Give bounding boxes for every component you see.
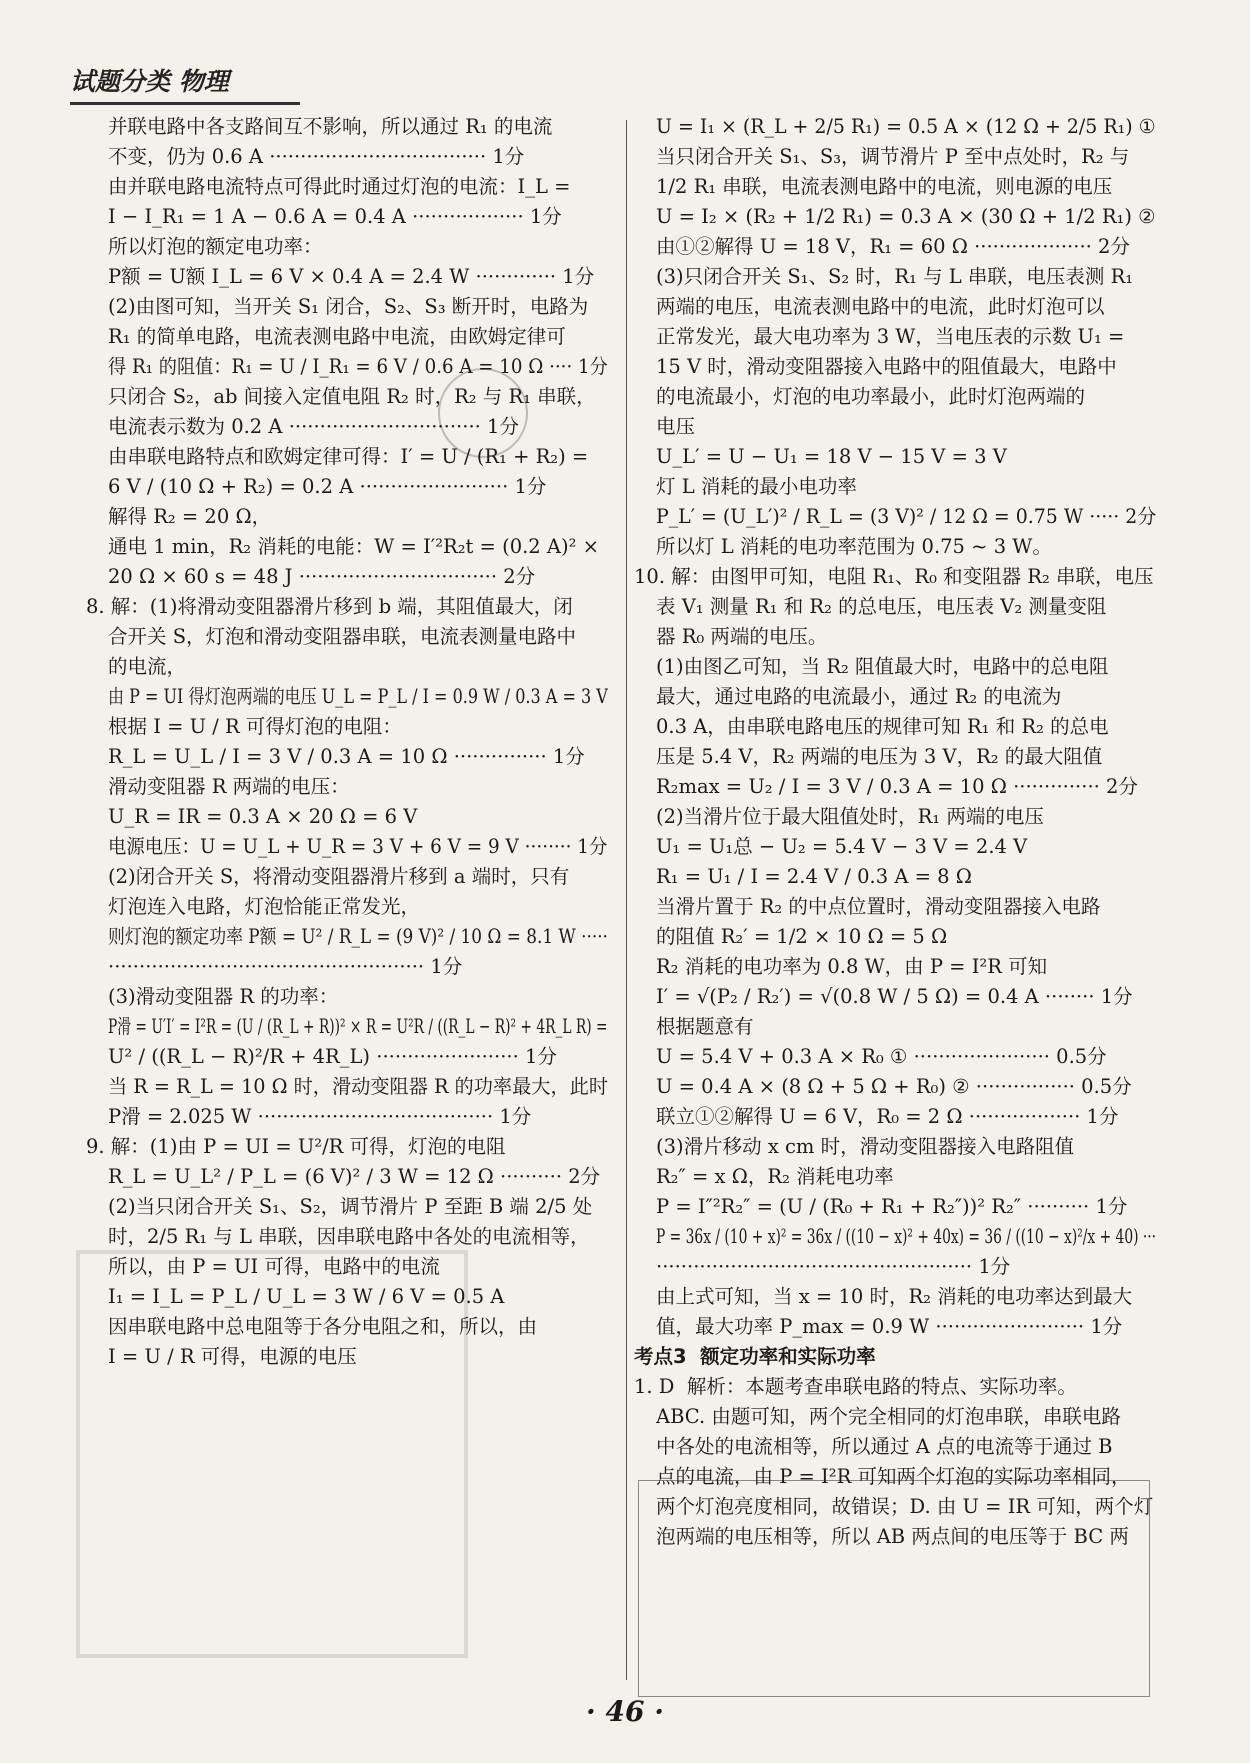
left-column-line: 电流表示数为 0.2 A ······························· 1分 xyxy=(108,415,519,438)
left-column-line: (3)滑动变阻器 R 的功率： xyxy=(108,985,339,1008)
right-column-line: 当只闭合开关 S₁、S₃，调节滑片 P 至中点处时，R₂ 与 xyxy=(656,145,1130,168)
left-column-line: 当 R = R_L = 10 Ω 时，滑动变阻器 R 的功率最大，此时 xyxy=(108,1075,609,1098)
left-column-line: I − I_R₁ = 1 A − 0.6 A = 0.4 A ·················· 1分 xyxy=(108,205,562,228)
left-column-line: ··················································· 1分 xyxy=(108,955,463,978)
left-column-line: (2)由图可知，当开关 S₁ 闭合，S₂、S₃ 断开时，电路为 xyxy=(108,295,589,318)
right-column-line: P = I″²R₂″ = (U / (R₀ + R₁ + R₂″))² R₂″ ·········· 1分 xyxy=(656,1195,1128,1218)
right-column-line: R₂″ = x Ω，R₂ 消耗电功率 xyxy=(656,1165,894,1188)
left-column-line: 的电流， xyxy=(108,655,187,678)
left-column-line: U_R = IR = 0.3 A × 20 Ω = 6 V xyxy=(108,805,418,828)
left-column-line: 所以，由 P = UI 可得，电路中的电流 xyxy=(108,1255,440,1278)
left-column-line: 滑动变阻器 R 两端的电压： xyxy=(108,775,350,798)
left-column-line: 通电 1 min，R₂ 消耗的电能：W = I′²R₂t = (0.2 A)² × xyxy=(108,535,599,558)
right-column-line: (1)由图乙可知，当 R₂ 阻值最大时，电路中的总电阻 xyxy=(656,655,1109,678)
left-column-line: 合开关 S，灯泡和滑动变阻器串联，电流表测量电路中 xyxy=(108,625,577,648)
right-column-line: 值，最大功率 P_max = 0.9 W ························ 1分 xyxy=(656,1315,1123,1338)
right-column-line: 两个灯泡亮度相同，故错误；D. 由 U = IR 可知，两个灯 xyxy=(656,1495,1154,1518)
right-column-line: I′ = √(P₂ / R₂′) = √(0.8 W / 5 Ω) = 0.4 A ········ 1分 xyxy=(656,985,1133,1008)
right-column-line: R₂ 消耗的电功率为 0.8 W，由 P = I²R 可知 xyxy=(656,955,1048,978)
right-column-line: 由上式可知，当 x = 10 时，R₂ 消耗的电功率达到最大 xyxy=(656,1285,1133,1308)
right-column-line: ABC. 由题可知，两个完全相同的灯泡串联，串联电路 xyxy=(656,1405,1121,1428)
right-column-line: 联立①②解得 U = 6 V，R₀ = 2 Ω ·················· 1分 xyxy=(656,1105,1119,1128)
column-divider xyxy=(626,120,627,1680)
right-column-line: 中各处的电流相等，所以通过 A 点的电流等于通过 B xyxy=(656,1435,1113,1458)
right-column xyxy=(634,112,1157,1552)
right-column-line: U_L′ = U − U₁ = 18 V − 15 V = 3 V xyxy=(656,445,1007,468)
left-column-line: 只闭合 S₂，ab 间接入定值电阻 R₂ 时，R₂ 与 R₁ 串联， xyxy=(108,385,596,408)
right-column-line: 点的电流，由 P = I²R 可知两个灯泡的实际功率相同， xyxy=(656,1465,1131,1488)
left-column-line: 得 R₁ 的阻值：R₁ = U / I_R₁ = 6 V / 0.6 A = 10 Ω ···· 1分 xyxy=(108,355,608,378)
right-column-line: 当滑片置于 R₂ 的中点位置时，滑动变阻器接入电路 xyxy=(656,895,1101,918)
right-column-line: U = I₁ × (R_L + 2/5 R₁) = 0.5 A × (12 Ω + 2/5 R₁) ① xyxy=(656,115,1156,138)
page-header: 试题分类 物理 xyxy=(70,62,300,105)
left-column-line: U² / ((R_L − R)²/R + 4R_L) ······················· 1分 xyxy=(108,1045,557,1068)
left-column-line: (2)闭合开关 S，将滑动变阻器滑片移到 a 端时，只有 xyxy=(108,865,570,888)
right-column-line: (2)当滑片位于最大阻值处时，R₁ 两端的电压 xyxy=(656,805,1044,828)
left-column-line: 并联电路中各支路间互不影响，所以通过 R₁ 的电流 xyxy=(108,115,553,138)
right-column-line: 最大，通过电路的电流最小，通过 R₂ 的电流为 xyxy=(656,685,1062,708)
right-column-line: P_L′ = (U_L′)² / R_L = (3 V)² / 12 Ω = 0.75 W ····· 2分 xyxy=(656,505,1157,528)
page-number: · 46 · xyxy=(586,1695,664,1728)
right-column-line: 泡两端的电压相等，所以 AB 两点间的电压等于 BC 两 xyxy=(656,1525,1129,1548)
left-column-line: 因串联电路中总电阻等于各分电阻之和，所以，由 xyxy=(108,1315,538,1338)
right-column-line: U = I₂ × (R₂ + 1/2 R₁) = 0.3 A × (30 Ω + 1/2 R₁) ② xyxy=(656,205,1156,228)
right-column-line: (3)只闭合开关 S₁、S₂ 时，R₁ 与 L 串联，电压表测 R₁ xyxy=(656,265,1134,288)
right-column-line: ··················································· 1分 xyxy=(656,1255,1011,1278)
right-column-line: 的电流最小，灯泡的电功率最小，此时灯泡两端的 xyxy=(656,385,1086,408)
left-column-line: 9. 解：(1)由 P = UI = U²/R 可得，灯泡的电阻 xyxy=(86,1135,506,1158)
right-column-line: U = 0.4 A × (8 Ω + 5 Ω + R₀) ② ················ 0.5分 xyxy=(656,1075,1132,1098)
left-column-line: 根据 I = U / R 可得灯泡的电阻： xyxy=(108,715,402,738)
right-column-line: R₁ = U₁ / I = 2.4 V / 0.3 A = 8 Ω xyxy=(656,865,972,888)
right-column-line: 1. D 解析：本题考查串联电路的特点、实际功率。 xyxy=(634,1375,1077,1398)
left-column-line: 电源电压：U = U_L + U_R = 3 V + 6 V = 9 V ········ 1分 xyxy=(108,835,608,858)
left-column-line: 由 P = UI 得灯泡两端的电压 U_L = P_L / I = 0.9 W / 0.3 A = 3 V xyxy=(108,685,608,708)
left-column-line: R_L = U_L / I = 3 V / 0.3 A = 10 Ω ··············· 1分 xyxy=(108,745,585,768)
right-column-line: 1/2 R₁ 串联，电流表测电路中的电流，则电源的电压 xyxy=(656,175,1113,198)
right-column-line: 15 V 时，滑动变阻器接入电路中的阻值最大，电路中 xyxy=(656,355,1117,378)
right-column-line: 0.3 A，由串联电路电压的规律可知 R₁ 和 R₂ 的总电 xyxy=(656,715,1109,738)
right-column-line: 的阻值 R₂′ = 1/2 × 10 Ω = 5 Ω xyxy=(656,925,948,948)
right-column-line: 正常发光，最大电功率为 3 W，当电压表的示数 U₁ = xyxy=(656,325,1125,348)
left-column-line: 由串联电路特点和欧姆定律可得：I′ = U / (R₁ + R₂) = xyxy=(108,445,589,468)
right-column-line: 10. 解：由图甲可知，电阻 R₁、R₀ 和变阻器 R₂ 串联，电压 xyxy=(634,565,1154,588)
left-column-line: P滑 = U′I′ = I²R = (U / (R_L + R))² × R = U²R / ((R_L − R)² + 4R_L R) = xyxy=(108,1015,608,1038)
right-column-line: 所以灯 L 消耗的电功率范围为 0.75 ~ 3 W。 xyxy=(656,535,1052,558)
right-column-line: 表 V₁ 测量 R₁ 和 R₂ 的总电压，电压表 V₂ 测量变阻 xyxy=(656,595,1107,618)
left-column-line: 时，2/5 R₁ 与 L 串联，因串联电路中各处的电流相等， xyxy=(108,1225,590,1248)
right-column-line: 两端的电压，电流表测电路中的电流，此时灯泡可以 xyxy=(656,295,1105,318)
right-column-line: 考点3 额定功率和实际功率 xyxy=(634,1345,876,1368)
left-column-line: 由并联电路电流特点可得此时通过灯泡的电流：I_L = xyxy=(108,175,571,198)
right-column-line: (3)滑片移动 x cm 时，滑动变阻器接入电路阻值 xyxy=(656,1135,1075,1158)
left-column-line: (2)当只闭合开关 S₁、S₂，调节滑片 P 至距 B 端 2/5 处 xyxy=(108,1195,593,1218)
left-column-line: P额 = U额 I_L = 6 V × 0.4 A = 2.4 W ············· 1分 xyxy=(108,265,595,288)
left-column-line: P滑 = 2.025 W ······································ 1分 xyxy=(108,1105,532,1128)
left-column xyxy=(86,112,609,1372)
left-column-line: 不变，仍为 0.6 A ··································· 1分 xyxy=(108,145,525,168)
right-column-line: 电压 xyxy=(656,415,696,438)
right-column-line: R₂max = U₂ / I = 3 V / 0.3 A = 10 Ω ·············· 2分 xyxy=(656,775,1138,798)
right-column-line: U = 5.4 V + 0.3 A × R₀ ① ······················ 0.5分 xyxy=(656,1045,1107,1068)
left-column-line: I₁ = I_L = P_L / U_L = 3 W / 6 V = 0.5 A xyxy=(108,1285,505,1308)
right-column-line: 由①②解得 U = 18 V，R₁ = 60 Ω ··················· 2分 xyxy=(656,235,1130,258)
left-column-line: 20 Ω × 60 s = 48 J ································ 2分 xyxy=(108,565,536,588)
left-column-line: I = U / R 可得，电源的电压 xyxy=(108,1345,357,1368)
left-column-line: 则灯泡的额定功率 P额 = U² / R_L = (9 V)² / 10 Ω = 8.1 W ····· xyxy=(108,925,608,948)
right-column-line: 根据题意有 xyxy=(656,1015,754,1038)
left-column-line: R_L = U_L² / P_L = (6 V)² / 3 W = 12 Ω ·········· 2分 xyxy=(108,1165,601,1188)
left-column-line: 8. 解：(1)将滑动变阻器滑片移到 b 端，其阻值最大，闭 xyxy=(86,595,573,618)
right-column-line: U₁ = U₁总 − U₂ = 5.4 V − 3 V = 2.4 V xyxy=(656,835,1028,858)
left-column-line: 解得 R₂ = 20 Ω， xyxy=(108,505,272,528)
left-column-line: R₁ 的简单电路，电流表测电路中电流，由欧姆定律可 xyxy=(108,325,566,348)
left-column-line: 灯泡连入电路，灯泡恰能正常发光， xyxy=(108,895,421,918)
left-column-line: 6 V / (10 Ω + R₂) = 0.2 A ························ 1分 xyxy=(108,475,547,498)
right-column-line: 压是 5.4 V，R₂ 两端的电压为 3 V，R₂ 的最大阻值 xyxy=(656,745,1103,768)
right-column-line: P = 36x / (10 + x)² = 36x / ((10 − x)² + 40x) = 36 / ((10 − x)²/x + 40) ··· xyxy=(656,1225,1157,1248)
right-column-line: 器 R₀ 两端的电压。 xyxy=(656,625,828,648)
right-column-line: 灯 L 消耗的最小电功率 xyxy=(656,475,857,498)
left-column-line: 所以灯泡的额定电功率： xyxy=(108,235,323,258)
